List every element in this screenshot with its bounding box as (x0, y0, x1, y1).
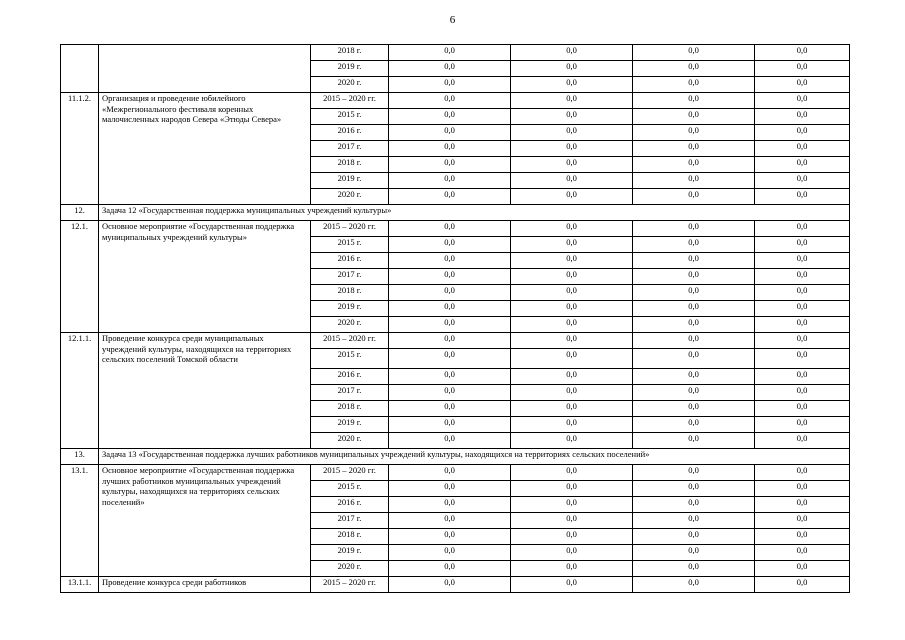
year-cell: 2015 г. (311, 349, 389, 369)
value-cell: 0,0 (755, 385, 850, 401)
value-cell: 0,0 (633, 561, 755, 577)
table-row (61, 93, 850, 109)
task-row (61, 205, 850, 221)
value-cell: 0,0 (511, 173, 633, 189)
value-cell: 0,0 (633, 301, 755, 317)
task-title: Задача 12 «Государственная поддержка муниципальных учреждений культуры» (99, 205, 850, 221)
year-cell: 2020 г. (311, 433, 389, 449)
value-cell: 0,0 (633, 253, 755, 269)
value-cell: 0,0 (511, 93, 633, 109)
year-cell: 2017 г. (311, 141, 389, 157)
year-cell: 2019 г. (311, 61, 389, 77)
year-cell: 2016 г. (311, 497, 389, 513)
value-cell: 0,0 (389, 109, 511, 125)
value-cell: 0,0 (633, 481, 755, 497)
value-cell: 0,0 (755, 333, 850, 349)
value-cell: 0,0 (389, 529, 511, 545)
value-cell: 0,0 (755, 513, 850, 529)
value-cell: 0,0 (511, 109, 633, 125)
value-cell: 0,0 (389, 269, 511, 285)
value-cell: 0,0 (511, 513, 633, 529)
value-cell: 0,0 (755, 301, 850, 317)
value-cell: 0,0 (633, 269, 755, 285)
value-cell: 0,0 (389, 433, 511, 449)
value-cell: 0,0 (633, 497, 755, 513)
value-cell: 0,0 (389, 317, 511, 333)
value-cell: 0,0 (389, 285, 511, 301)
row-description: Организация и проведение юбилейного «Межрегионального фестиваля коренных малочисленных народов Севера «Этюды Севера» (99, 93, 311, 205)
value-cell: 0,0 (755, 481, 850, 497)
value-cell: 0,0 (511, 545, 633, 561)
value-cell: 0,0 (755, 109, 850, 125)
row-number: 13.1. (61, 465, 99, 577)
year-cell: 2019 г. (311, 173, 389, 189)
value-cell: 0,0 (755, 157, 850, 173)
value-cell: 0,0 (755, 465, 850, 481)
value-cell: 0,0 (389, 577, 511, 593)
value-cell: 0,0 (755, 497, 850, 513)
value-cell: 0,0 (511, 369, 633, 385)
year-cell: 2020 г. (311, 189, 389, 205)
value-cell: 0,0 (633, 189, 755, 205)
value-cell: 0,0 (755, 285, 850, 301)
year-cell: 2018 г. (311, 45, 389, 61)
year-cell: 2019 г. (311, 301, 389, 317)
year-cell: 2018 г. (311, 529, 389, 545)
value-cell: 0,0 (633, 157, 755, 173)
value-cell: 0,0 (389, 465, 511, 481)
value-cell: 0,0 (511, 497, 633, 513)
value-cell: 0,0 (755, 141, 850, 157)
value-cell: 0,0 (511, 77, 633, 93)
year-cell: 2015 – 2020 гг. (311, 221, 389, 237)
table-row (61, 333, 850, 349)
value-cell: 0,0 (755, 577, 850, 593)
value-cell: 0,0 (389, 497, 511, 513)
value-cell: 0,0 (755, 61, 850, 77)
value-cell: 0,0 (633, 77, 755, 93)
value-cell: 0,0 (389, 173, 511, 189)
value-cell: 0,0 (389, 401, 511, 417)
value-cell: 0,0 (511, 141, 633, 157)
value-cell: 0,0 (389, 481, 511, 497)
task-title: Задача 13 «Государственная поддержка лучших работников муниципальных учреждений культуры, находящихся на территориях сельских поселений» (99, 449, 850, 465)
value-cell: 0,0 (389, 45, 511, 61)
value-cell: 0,0 (755, 433, 850, 449)
value-cell: 0,0 (633, 545, 755, 561)
year-cell: 2015 – 2020 гг. (311, 465, 389, 481)
value-cell: 0,0 (633, 221, 755, 237)
value-cell: 0,0 (755, 401, 850, 417)
value-cell: 0,0 (389, 189, 511, 205)
year-cell: 2015 г. (311, 481, 389, 497)
page-number: 6 (449, 14, 456, 26)
value-cell: 0,0 (511, 349, 633, 369)
value-cell: 0,0 (633, 349, 755, 369)
value-cell: 0,0 (511, 237, 633, 253)
value-cell: 0,0 (511, 45, 633, 61)
value-cell: 0,0 (511, 481, 633, 497)
value-cell: 0,0 (511, 529, 633, 545)
value-cell: 0,0 (389, 545, 511, 561)
value-cell: 0,0 (755, 45, 850, 61)
value-cell: 0,0 (511, 157, 633, 173)
value-cell: 0,0 (755, 253, 850, 269)
value-cell: 0,0 (633, 285, 755, 301)
year-cell: 2017 г. (311, 269, 389, 285)
value-cell: 0,0 (511, 465, 633, 481)
value-cell: 0,0 (633, 401, 755, 417)
value-cell: 0,0 (633, 61, 755, 77)
value-cell: 0,0 (389, 237, 511, 253)
value-cell: 0,0 (755, 317, 850, 333)
year-cell: 2015 – 2020 гг. (311, 333, 389, 349)
value-cell: 0,0 (633, 237, 755, 253)
value-cell: 0,0 (389, 385, 511, 401)
year-cell: 2020 г. (311, 77, 389, 93)
value-cell: 0,0 (755, 369, 850, 385)
year-cell: 2017 г. (311, 513, 389, 529)
value-cell: 0,0 (755, 125, 850, 141)
value-cell: 0,0 (755, 561, 850, 577)
year-cell: 2015 – 2020 гг. (311, 93, 389, 109)
year-cell: 2015 – 2020 гг. (311, 577, 389, 593)
row-description (99, 45, 311, 93)
budget-table (60, 44, 850, 593)
value-cell: 0,0 (511, 61, 633, 77)
value-cell: 0,0 (389, 301, 511, 317)
value-cell: 0,0 (755, 417, 850, 433)
value-cell: 0,0 (755, 237, 850, 253)
value-cell: 0,0 (633, 109, 755, 125)
year-cell: 2016 г. (311, 369, 389, 385)
year-cell: 2016 г. (311, 125, 389, 141)
row-number (61, 45, 99, 93)
value-cell: 0,0 (633, 45, 755, 61)
value-cell: 0,0 (511, 401, 633, 417)
table-row (61, 465, 850, 481)
value-cell: 0,0 (633, 317, 755, 333)
value-cell: 0,0 (511, 385, 633, 401)
value-cell: 0,0 (633, 369, 755, 385)
value-cell: 0,0 (755, 545, 850, 561)
value-cell: 0,0 (755, 173, 850, 189)
year-cell: 2018 г. (311, 285, 389, 301)
value-cell: 0,0 (389, 61, 511, 77)
row-number: 13.1.1. (61, 577, 99, 593)
value-cell: 0,0 (511, 301, 633, 317)
value-cell: 0,0 (755, 221, 850, 237)
value-cell: 0,0 (389, 369, 511, 385)
year-cell: 2020 г. (311, 317, 389, 333)
value-cell: 0,0 (755, 189, 850, 205)
value-cell: 0,0 (511, 577, 633, 593)
year-cell: 2017 г. (311, 385, 389, 401)
row-description: Основное мероприятие «Государственная поддержка муниципальных учреждений культуры» (99, 221, 311, 333)
value-cell: 0,0 (511, 253, 633, 269)
table-row (61, 45, 850, 61)
row-number: 12. (61, 205, 99, 221)
value-cell: 0,0 (755, 529, 850, 545)
value-cell: 0,0 (389, 349, 511, 369)
value-cell: 0,0 (389, 77, 511, 93)
value-cell: 0,0 (389, 157, 511, 173)
value-cell: 0,0 (633, 529, 755, 545)
value-cell: 0,0 (633, 513, 755, 529)
value-cell: 0,0 (511, 269, 633, 285)
value-cell: 0,0 (389, 333, 511, 349)
value-cell: 0,0 (511, 125, 633, 141)
value-cell: 0,0 (633, 125, 755, 141)
value-cell: 0,0 (389, 125, 511, 141)
value-cell: 0,0 (755, 77, 850, 93)
row-description: Проведение конкурса среди муниципальных учреждений культуры, находящихся на территориях сельских поселений Томской области (99, 333, 311, 449)
value-cell: 0,0 (633, 417, 755, 433)
year-cell: 2016 г. (311, 253, 389, 269)
year-cell: 2018 г. (311, 157, 389, 173)
row-number: 12.1. (61, 221, 99, 333)
value-cell: 0,0 (389, 417, 511, 433)
value-cell: 0,0 (755, 349, 850, 369)
value-cell: 0,0 (511, 221, 633, 237)
value-cell: 0,0 (389, 141, 511, 157)
row-description: Основное мероприятие «Государственная поддержка лучших работников муниципальных учреждений культуры, находящихся на территориях сельских поселений» (99, 465, 311, 577)
year-cell: 2015 г. (311, 237, 389, 253)
value-cell: 0,0 (633, 333, 755, 349)
value-cell: 0,0 (755, 269, 850, 285)
value-cell: 0,0 (511, 285, 633, 301)
value-cell: 0,0 (511, 317, 633, 333)
value-cell: 0,0 (633, 577, 755, 593)
value-cell: 0,0 (633, 385, 755, 401)
value-cell: 0,0 (389, 561, 511, 577)
value-cell: 0,0 (633, 93, 755, 109)
year-cell: 2019 г. (311, 545, 389, 561)
value-cell: 0,0 (511, 189, 633, 205)
value-cell: 0,0 (389, 513, 511, 529)
value-cell: 0,0 (511, 417, 633, 433)
year-cell: 2020 г. (311, 561, 389, 577)
task-row (61, 449, 850, 465)
year-cell: 2018 г. (311, 401, 389, 417)
value-cell: 0,0 (755, 93, 850, 109)
value-cell: 0,0 (511, 561, 633, 577)
row-number: 11.1.2. (61, 93, 99, 205)
table-row (61, 221, 850, 237)
value-cell: 0,0 (511, 333, 633, 349)
value-cell: 0,0 (511, 433, 633, 449)
value-cell: 0,0 (389, 93, 511, 109)
row-description: Проведение конкурса среди работников (99, 577, 311, 593)
value-cell: 0,0 (633, 433, 755, 449)
value-cell: 0,0 (633, 465, 755, 481)
value-cell: 0,0 (389, 221, 511, 237)
year-cell: 2015 г. (311, 109, 389, 125)
row-number: 13. (61, 449, 99, 465)
table-row (61, 577, 850, 593)
value-cell: 0,0 (389, 253, 511, 269)
year-cell: 2019 г. (311, 417, 389, 433)
value-cell: 0,0 (633, 173, 755, 189)
value-cell: 0,0 (633, 141, 755, 157)
row-number: 12.1.1. (61, 333, 99, 449)
